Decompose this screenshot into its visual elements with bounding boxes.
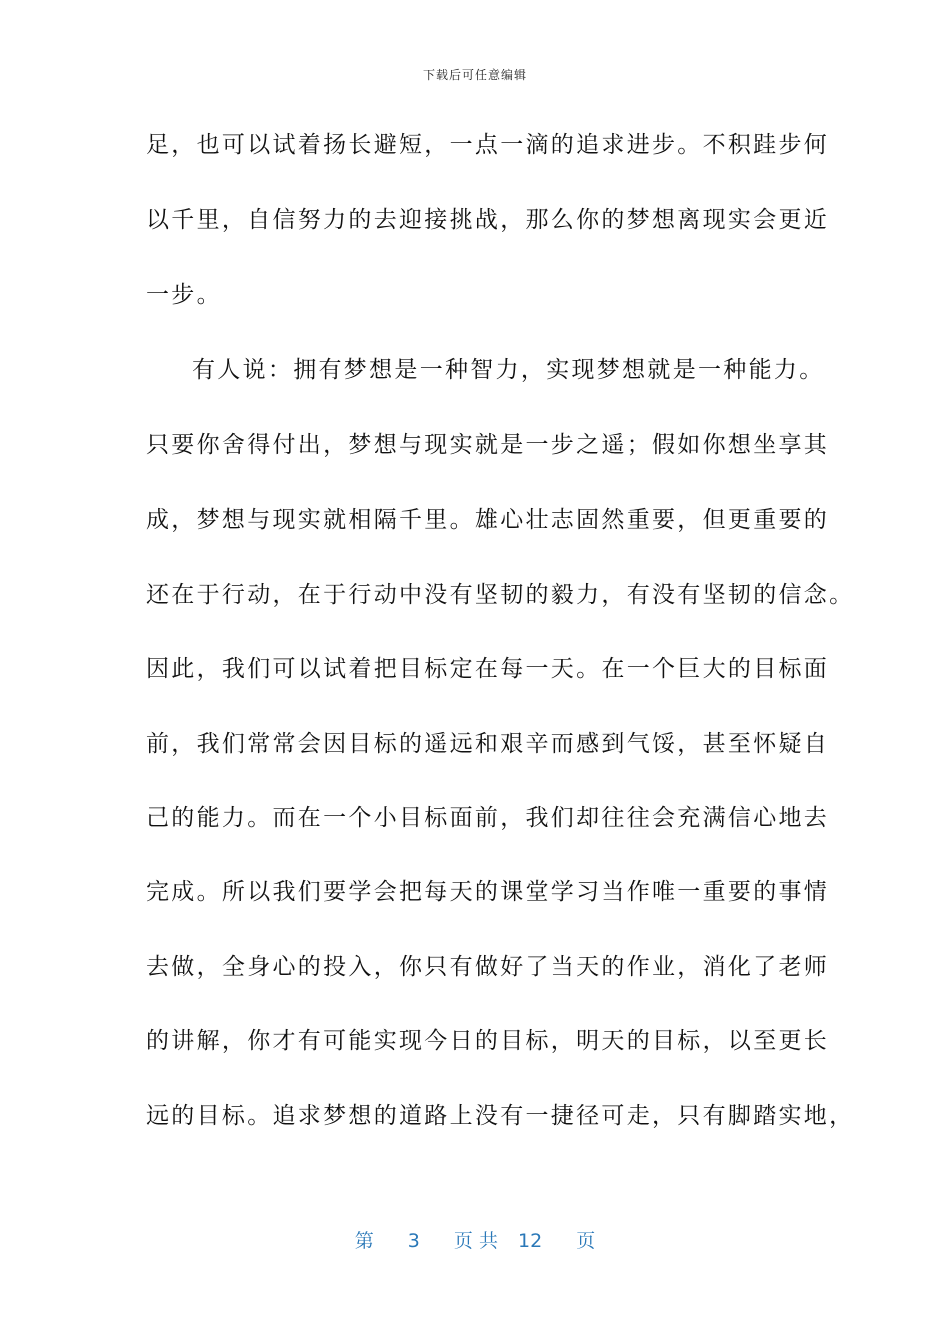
text-line: 足，也可以试着扬长避短，一点一滴的追求进步。不积跬步何 [146,132,830,158]
text-line: 去做，全身心的投入，你只有做好了当天的作业，消化了老师 [146,954,830,980]
text-line: 远的目标。追求梦想的道路上没有一捷径可走，只有脚踏实地， [146,1103,855,1129]
paragraph-start-line: 有人说：拥有梦想是一种智力，实现梦想就是一种能力。 [192,357,825,383]
current-page-number: 3 [407,1230,420,1252]
text-line: 己的能力。而在一个小目标面前，我们却往往会充满信心地去 [146,805,830,831]
total-pages-number: 12 [518,1230,543,1252]
text-line: 只要你舍得付出，梦想与现实就是一步之遥；假如你想坐享其 [146,432,830,458]
text-line: 还在于行动，在于行动中没有坚韧的毅力，有没有坚韧的信念。 [146,582,855,608]
text-line: 成，梦想与现实就相隔千里。雄心壮志固然重要，但更重要的 [146,507,830,533]
text-line: 完成。所以我们要学会把每天的课堂学习当作唯一重要的事情 [146,879,830,905]
footer-prefix: 第 [354,1230,374,1252]
text-line: 的讲解，你才有可能实现今日的目标，明天的目标，以至更长 [146,1028,830,1054]
text-line: 一步。 [146,282,222,308]
page-header: 下载后可任意编辑 [422,68,527,82]
footer-middle: 页 共 [453,1230,498,1252]
text-line: 因此，我们可以试着把目标定在每一天。在一个巨大的目标面 [146,656,830,682]
footer-suffix: 页 [576,1230,596,1252]
text-line: 以千里，自信努力的去迎接挑战，那么你的梦想离现实会更近 [146,207,830,233]
page-footer [0,1226,950,1253]
text-line: 前，我们常常会因目标的遥远和艰辛而感到气馁，甚至怀疑自 [146,731,830,757]
